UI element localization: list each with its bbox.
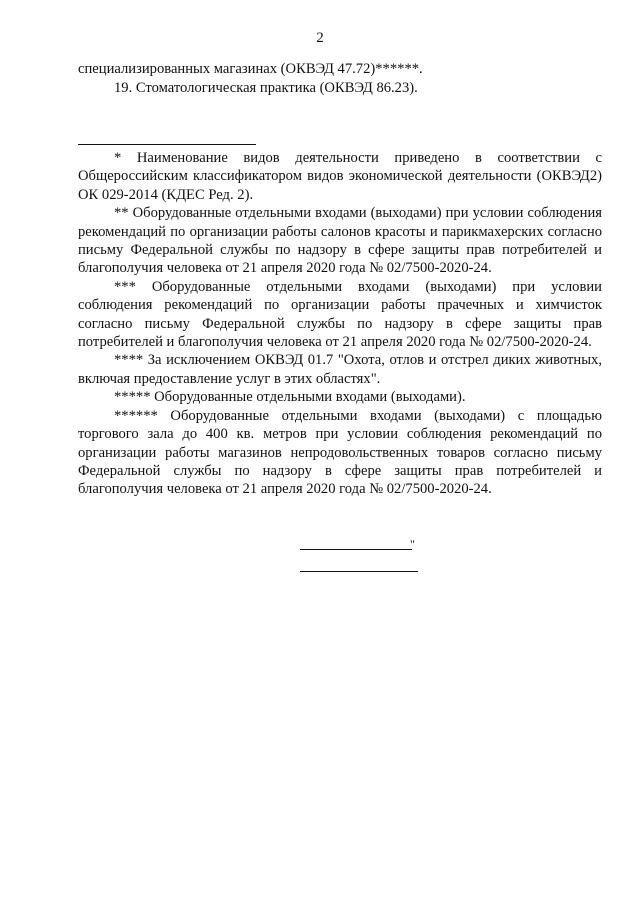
footnotes: [78, 148, 602, 499]
end-line-2: [300, 571, 418, 572]
continued-line: специализированных магазинах (ОКВЭД 47.72)******.: [78, 61, 423, 77]
list-item-19: 19. Стоматологическая практика (ОКВЭД 86.23).: [114, 80, 418, 96]
footnote-5: ***** Оборудованные отдельными входами (выходами).: [114, 389, 466, 406]
footnote-1: * Наименование видов деятельности приведено в соответствии с Общероссийским классификатором видов экономической деятельности (ОКВЭД2) ОК 029-2014 (КДЕС Ред. 2).: [78, 150, 602, 203]
page-number: 2: [316, 30, 324, 46]
footnote-2: ** Оборудованные отдельными входами (выходами) при условии соблюдения рекомендаций по организации работы салонов красоты и парикмахерских согласно письму Федеральной службы по надзору в сфере защиты прав потребителей и благополучия человека от 21 апреля 2020 года № 02/7500-2020-24.: [78, 205, 602, 277]
footnote-6: ****** Оборудованные отдельными входами (выходами) с площадью торгового зала до 400 кв. метров при условии соблюдения рекомендаций по организации работы магазинов непродовольственных товаров согласно письму Федеральной службы по надзору в сфере защиты прав потребителей и благополучия человека от 21 апреля 2020 года № 02/7500-2020-24.: [78, 407, 602, 498]
end-line: [300, 549, 412, 550]
closing-quote: ": [410, 537, 415, 551]
footnote-separator: [78, 144, 256, 145]
document-body: [78, 60, 602, 98]
footnote-4: **** За исключением ОКВЭД 01.7 "Охота, отлов и отстрел диких животных, включая предоставление услуг в этих областях".: [78, 352, 602, 387]
footnote-3: *** Оборудованные отдельными входами (выходами) при условии соблюдения рекомендаций по организации работы прачечных и химчисток согласно письму Федеральной службы по надзору в сфере защиты прав потребителей и благополучия человека от 21 апреля 2020 года № 02/7500-2020-24.: [78, 278, 602, 351]
